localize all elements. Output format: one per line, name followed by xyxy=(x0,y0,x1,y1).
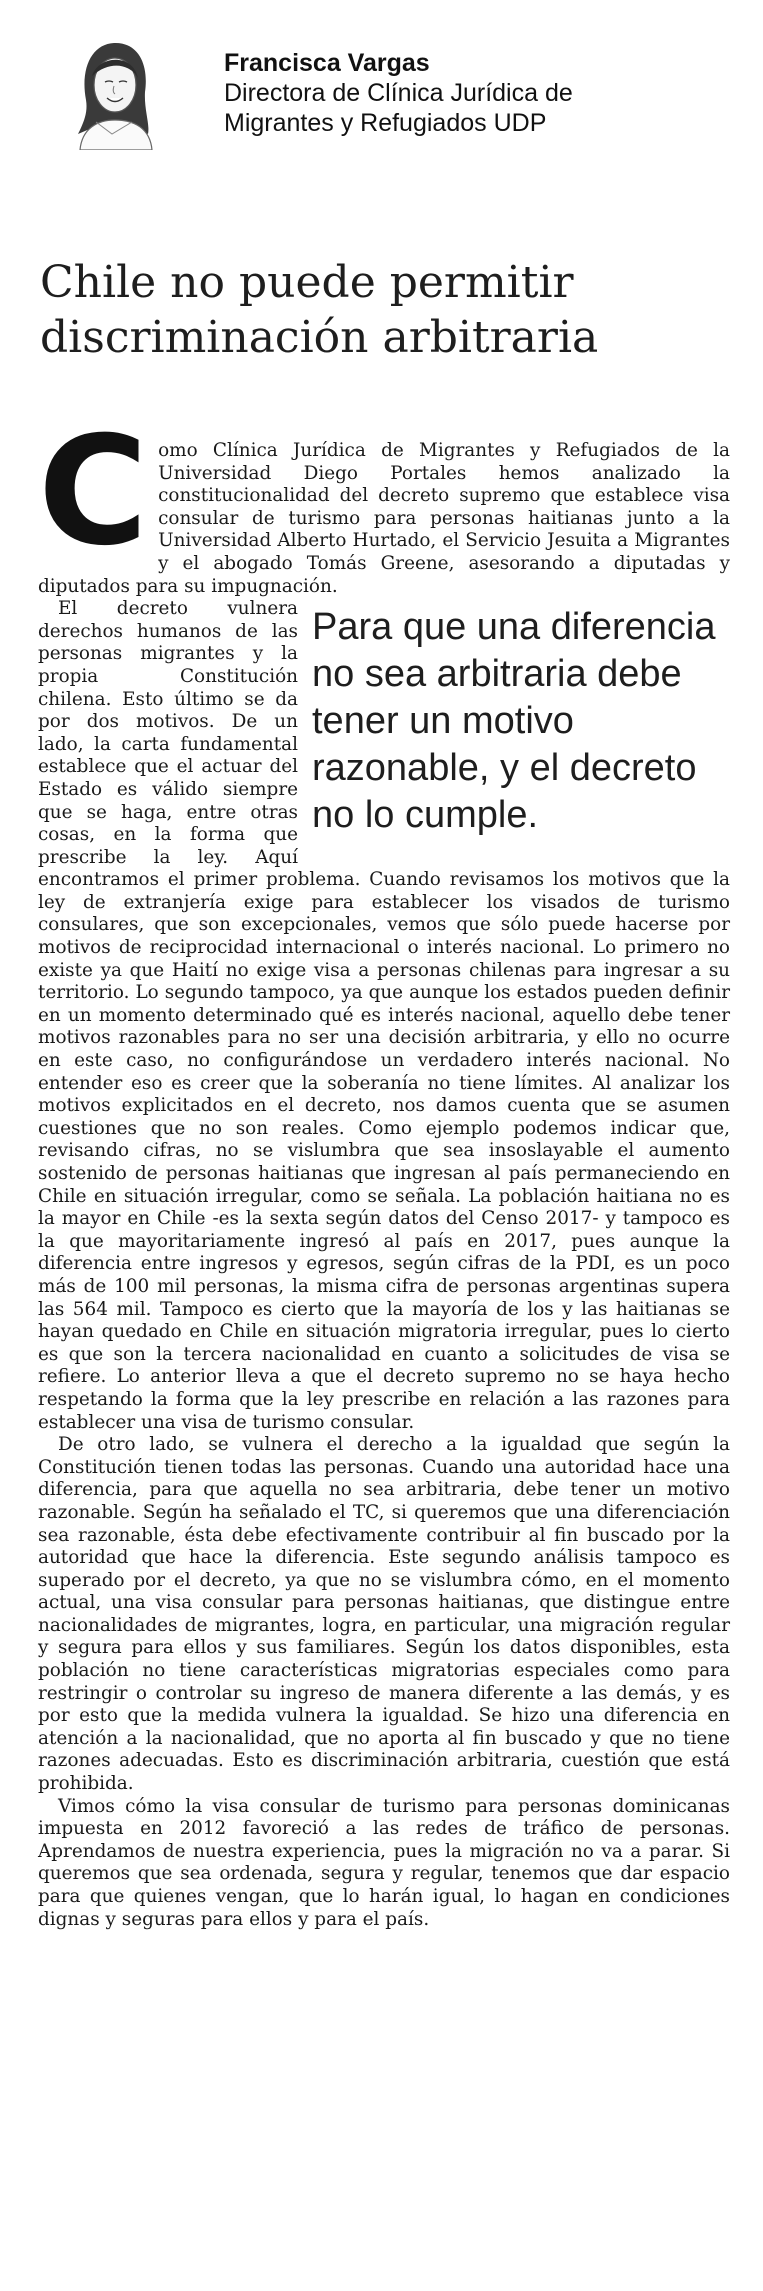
pull-quote: Para que una diferencia no sea arbitraria debe tener un motivo razonable, y el decreto no lo cumple. xyxy=(312,606,716,837)
drop-cap: C xyxy=(38,405,149,579)
author-name: Francisca Vargas xyxy=(224,49,430,77)
author-portrait xyxy=(52,30,172,150)
paragraph-4: Vimos cómo la visa consular de turismo para personas dominicanas impuesta en 2012 favoreció a las redes de tráfico de personas. Aprendamos de nuestra experiencia, pues la migración no va a parar. Si queremos que sea ordenada, segura y regular, tenemos que dar espacio para que quienes vengan, que lo harán igual, lo hagan en condiciones dignas y seguras para ellos y para el país. xyxy=(38,1795,730,1930)
paragraph-2 xyxy=(38,598,730,1434)
paragraph-1-text: omo Clínica Jurídica de Migrantes y Refugiados de la Universidad Diego Portales hemos analizado la constitucionalidad del decreto supremo que establece visa consular de turismo para personas haitianas junto a la Universidad Alberto Hurtado, el Servicio Jesuita a Migrantes y el abogado Tomás Greene, asesorando a diputadas y diputados para su impugnación. xyxy=(38,440,730,597)
author-role-line-2: Migrantes y Refugiados UDP xyxy=(224,109,547,137)
paragraph-2-text: El decreto vulnera derechos humanos de las personas migrantes y la propia Constitución chilena. Esto último se da por dos motivos. De un lado, la carta fundamental establece que el actuar del Estado es válido siempre que se haga, entre otras cosas, en la forma que prescribe la ley. Aquí encontramos el primer problema. Cuando revisamos los motivos que la ley de extranjería exige para establecer los visados de turismo consulares, que son excepcionales, vemos que sólo puede hacerse por motivos de reciprocidad internacional o interés nacional. Lo primero no existe ya que Haití no exige visa a personas chilenas para ingresar a su territorio. Lo segundo tampoco, ya que aunque los estados pueden definir en un momento determinado qué es interés nacional, aquello debe tener motivos razonables para no ser una decisión arbitraria, y ello no ocurre en este caso, no configurándose un verdadero interés nacional. No entender eso es creer que la soberanía no tiene límites. Al analizar los motivos explicitados en el decreto, nos damos cuenta que se asumen cuestiones que no son reales. Como ejemplo podemos indicar que, revisando cifras, no se vislumbra que sea insoslayable el aumento sostenido de personas haitianas que ingresan al país permaneciendo en Chile en situación irregular, como se señala. La población haitiana no es la mayor en Chile -es la sexta según datos del Censo 2017- y tampoco es la que mayoritariamente ingresó al país en 2017, pues aunque la diferencia entre ingresos y egresos, según cifras de la PDI, es un poco más de 100 mil personas, la misma cifra de personas argentinas supera las 564 mil. Tampoco es cierto que la mayoría de los y las haitianas se hayan quedado en Chile en situación migratoria irregular, pues lo cierto es que son la tercera nacionalidad en cuanto a solicitudes de visa se refiere. Lo anterior lleva a que el decreto supremo no se haya hecho respetando la forma que la ley prescribe en relación a las razones para establecer una visa de turismo consular. xyxy=(38,598,730,1433)
article-body xyxy=(38,405,730,1931)
headline: Chile no puede permitir discriminación arbitraria xyxy=(40,257,599,363)
author-box xyxy=(52,30,742,150)
author-role-line-1: Directora de Clínica Jurídica de xyxy=(224,79,573,107)
paragraph-1 xyxy=(38,405,730,598)
paragraph-3: De otro lado, se vulnera el derecho a la igualdad que según la Constitución tienen todas las personas. Cuando una autoridad hace una diferencia, para que aquella no sea arbitraria, debe tener un motivo razonable. Según ha señalado el TC, si queremos que una diferenciación sea razonable, ésta debe efectivamente contribuir al fin buscado por la autoridad que hace la diferencia. Este segundo análisis tampoco es superado por el decreto, ya que no se vislumbra cómo, en el momento actual, una visa consular para personas haitianas, que distingue entre nacionalidades de migrantes, logra, en particular, una migración regular y segura para ellos y sus familiares. Según los datos disponibles, esta población no tiene características migratorias especiales como para restringir o controlar su ingreso de manera diferente a las demás, y es por esto que la medida vulnera la igualdad. Se hizo una diferencia en atención a la nacionalidad, que no aporta al fin buscado y que no tiene razones adecuadas. Esto es discriminación arbitraria, cuestión que está prohibida. xyxy=(38,1434,730,1795)
